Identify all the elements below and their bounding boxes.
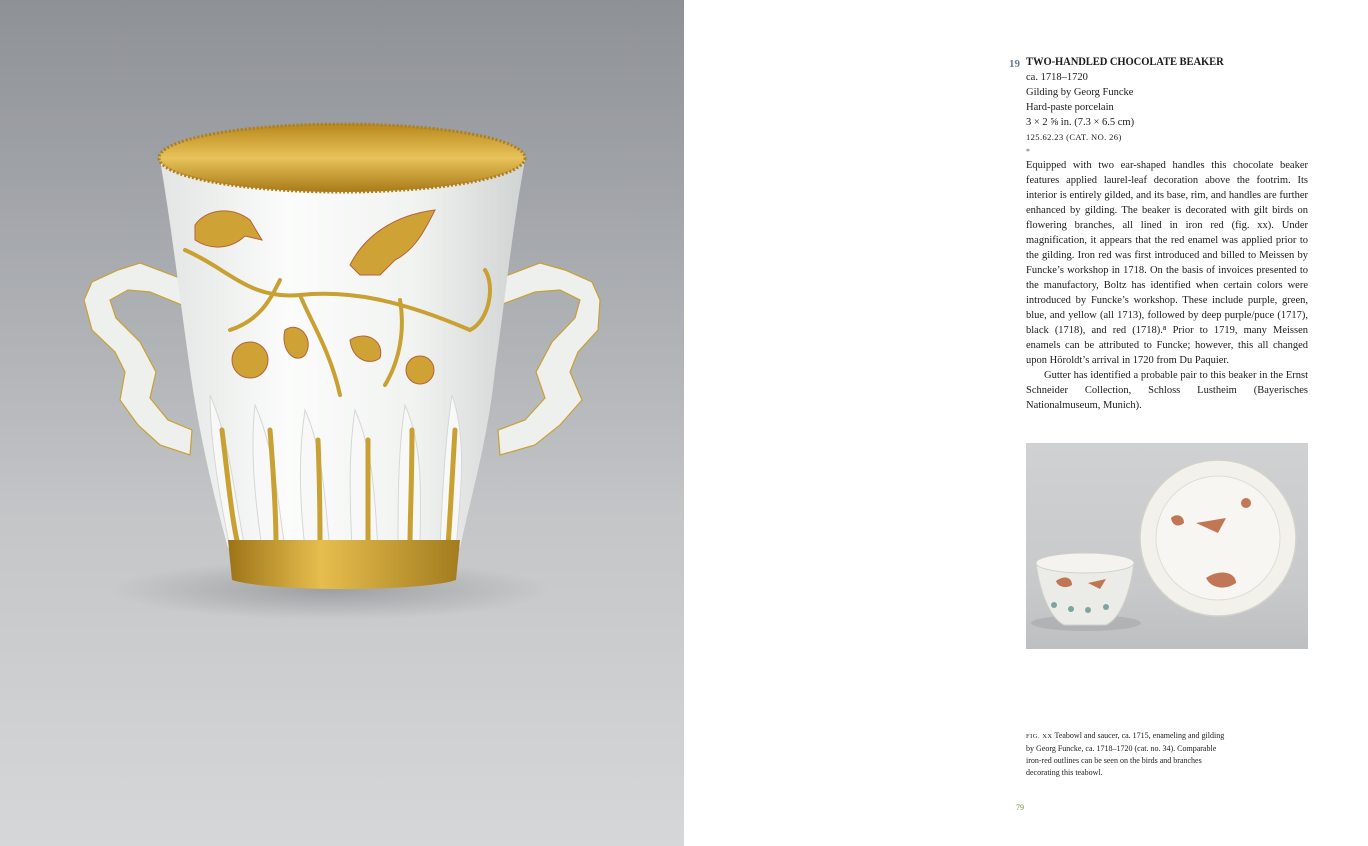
object-dimensions: 3 × 2 ⅝ in. (7.3 × 6.5 cm) [1026,117,1135,128]
figure-label: FIG. XX [1026,733,1053,740]
figure-teabowl-saucer [1026,443,1308,649]
gilt-foot [228,540,460,589]
figure-caption-text: Teabowl and saucer, ca. 1715, enameling and gilding by Georg Funcke, ca. 1718–1720 (cat. no. 34). Comparable iron-red outlines can be seen on the birds and branches decorating this teabowl. [1026,731,1225,777]
object-date: ca. 1718–1720 [1026,72,1088,83]
right-handle [495,263,600,455]
left-handle [84,263,192,455]
object-details [1026,70,1308,145]
entry-heading [1009,56,1308,70]
object-gilding: Gilding by Georg Funcke [1026,87,1134,98]
body-paragraph-2: Gutter has identified a probable pair to this beaker in the Ernst Schneider Collection, Schloss Lustheim (Bayerisches Nationalmuseum, Munich). [1026,370,1308,411]
page-number: 79 [1016,803,1024,812]
teabowl-saucer-illustration [1026,443,1308,649]
figure-caption [1026,730,1226,779]
object-accession: 125.62.23 (CAT. NO. 26) [1026,132,1122,142]
catalogue-entry [1009,56,1308,413]
object-material: Hard-paste porcelain [1026,102,1114,113]
section-ornament: * [1026,147,1030,156]
entry-title: TWO-HANDLED CHOCOLATE BEAKER [1026,56,1224,68]
body-paragraph-1: Equipped with two ear-shaped handles this chocolate beaker features applied laurel-leaf decoration above the footrim. Its interior is entirely gilded, and its base, rim, and handles are further enhanced by gilding. The beaker is decorated with gilt birds on flowering branches, all lined in iron red (fig. xx). Under magnification, it appears that the red enamel was applied prior to the gilding. Iron red was first introduced and billed to Meissen by Funcke’s workshop in 1718. On the basis of invoices presented to the manufactory, Boltz has identified when certain colors were introduced by Funcke’s workshop. These include purple, green, blue, and yellow (all 1713), followed by deep purple/puce (1717), black (1718), and red (1718).⁸ Prior to 1719, many Meissen enamels can be attributed to Funcke; however, this all changed upon Höroldt’s arrival in 1720 from Du Paquier. [1026,160,1308,366]
catalogue-number: 19 [1009,58,1020,70]
